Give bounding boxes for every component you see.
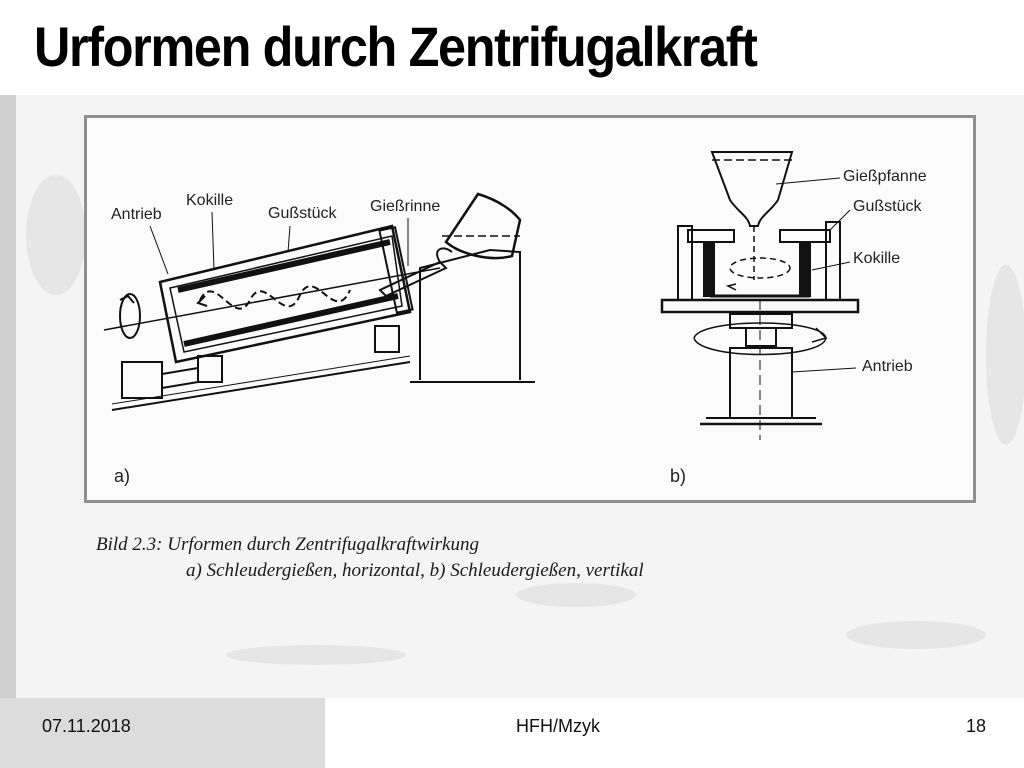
label-b-giesspfanne: Gießpfanne [843, 168, 927, 185]
label-a-kokille: Kokille [186, 192, 234, 209]
figure-caption-line1: Bild 2.3: Urformen durch Zentrifugalkraftwirkung [96, 534, 479, 555]
footer-page-number: 18 [966, 716, 987, 736]
footer-author: HFH/Mzyk [516, 716, 600, 736]
label-a-gussstueck: Gußstück [268, 205, 337, 222]
label-b-antrieb: Antrieb [862, 358, 913, 375]
label-b-kokille: Kokille [853, 250, 901, 267]
label-part-b: b) [670, 466, 687, 486]
label-a-giessrinne: Gießrinne [370, 198, 441, 215]
slide-title: Urformen durch Zentrifugalkraft [34, 15, 757, 78]
footer-date: 07.11.2018 [42, 716, 131, 736]
label-part-a: a) [114, 466, 131, 486]
label-b-gussstueck: Gußstück [853, 198, 922, 215]
figure-caption-line2: a) Schleudergießen, horizontal, b) Schleudergießen, vertikal [186, 560, 644, 581]
label-a-antrieb: Antrieb [111, 206, 162, 223]
